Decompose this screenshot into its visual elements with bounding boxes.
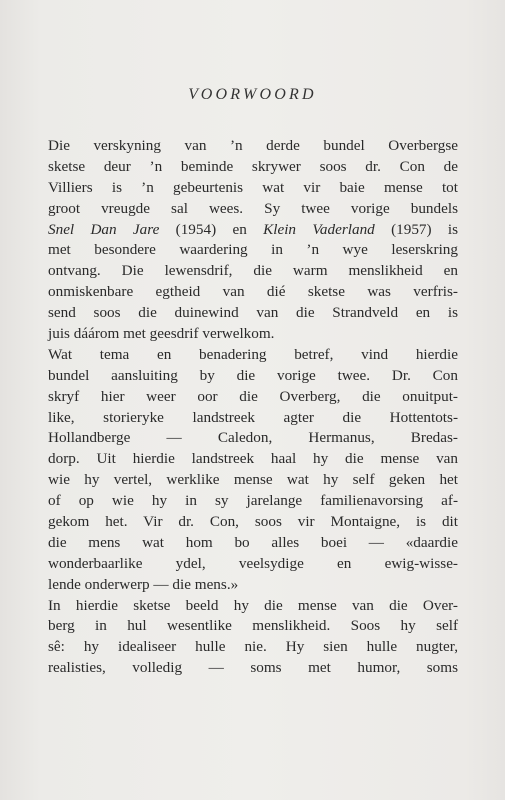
text-line: die mens wat hom bo alles boei — «daardie <box>48 533 458 551</box>
text-line: gekom het. Vir dr. Con, soos vir Montaigne, is dit <box>48 513 458 531</box>
text-line: bundel aansluiting by die vorige twee. Dr. Con <box>48 366 458 384</box>
text-line: ontvang. Die lewensdrif, die warm menslikheid en <box>48 262 458 280</box>
paragraph-1 <box>48 136 458 345</box>
text-line: like, storieryke landstreek agter die Hottentots- <box>48 408 458 426</box>
text-line: Villiers is ’n gebeurtenis wat vir baie mense tot <box>48 178 458 196</box>
text-line: Hollandberge — Caledon, Hermanus, Bredas- <box>48 429 458 447</box>
book-title: Klein Vaderland <box>263 220 375 238</box>
text-line: berg in hul wesentlike menslikheid. Soos hy self <box>48 617 458 635</box>
page-heading: VOORWOORD <box>188 86 317 103</box>
text-line <box>48 220 458 241</box>
text-line: sketse deur ’n beminde skrywer soos dr. Con de <box>48 157 458 175</box>
text-line: Die verskyning van ’n derde bundel Overbergse <box>48 137 458 154</box>
paragraph-3 <box>48 596 458 680</box>
text-line: dorp. Uit hierdie landstreek haal hy die mense van <box>48 450 458 468</box>
text-line: skryf hier weer oor die Overberg, die onuitput- <box>48 387 458 405</box>
text-line: In hierdie sketse beeld hy die mense van die Over- <box>48 596 458 614</box>
text-line: wonderbaarlike ydel, veelsydige en ewig-wisse- <box>48 554 458 572</box>
text-line: juis dáárom met geesdrif verwelkom. <box>48 325 275 343</box>
paragraph-2 <box>48 345 458 596</box>
text-line: realisties, volledig — soms met humor, soms <box>48 659 458 677</box>
text-line: sê: hy idealiseer hulle nie. Hy sien hulle nugter, <box>48 638 458 656</box>
text-line: met besondere waardering in ’n wye leserskring <box>48 241 458 259</box>
text-line: lende onderwerp — die mens.» <box>48 575 239 593</box>
text-line: of op wie hy in sy jarelange familienavorsing af- <box>48 492 458 510</box>
text-line: groot vreugde sal wees. Sy twee vorige bundels <box>48 199 458 217</box>
book-title: Snel Dan Jare <box>48 220 160 238</box>
text-fragment: (1954) en <box>159 220 264 238</box>
text-line: onmiskenbare egtheid van dié sketse was verfris- <box>48 283 458 301</box>
text-line: wie hy vertel, werklike mense wat hy self geken het <box>48 471 458 489</box>
text-line: Wat tema en benadering betref, vind hierdie <box>48 345 458 363</box>
body-text <box>48 136 458 679</box>
text-line: send soos die duinewind van die Strandveld en is <box>48 304 458 322</box>
text-fragment: (1957) is <box>374 220 459 238</box>
